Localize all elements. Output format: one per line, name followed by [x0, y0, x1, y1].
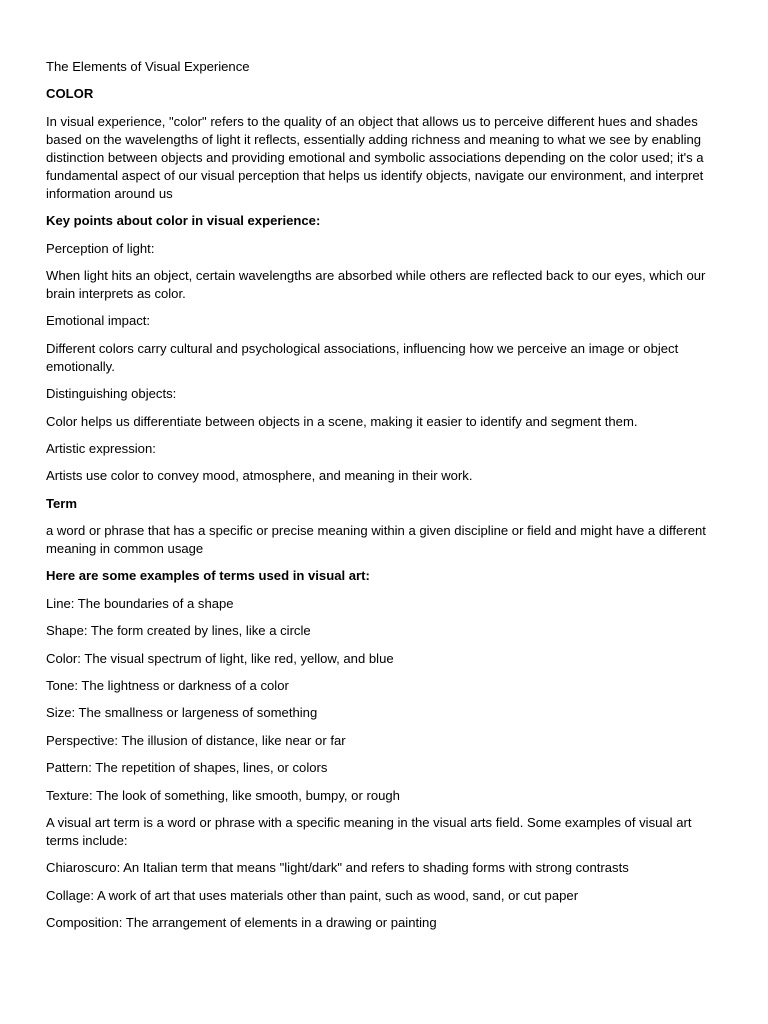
example-item: Shape: The form created by lines, like a circle [46, 623, 311, 639]
key-point-text: When light hits an object, certain wavelengths are absorbed while others are reflected back to our eyes, which our brain interprets as color. [46, 267, 706, 301]
example-item: Pattern: The repetition of shapes, lines, or colors [46, 760, 328, 776]
example-item: Color: The visual spectrum of light, like red, yellow, and blue [46, 650, 394, 666]
key-point-label: Distinguishing objects: [46, 386, 177, 402]
document-title: The Elements of Visual Experience [46, 59, 250, 74]
art-term-item: Composition: The arrangement of elements in a drawing or painting [46, 915, 437, 931]
key-point-text: Artists use color to convey mood, atmosphere, and meaning in their work. [46, 468, 473, 484]
examples-heading: Here are some examples of terms used in visual art: [46, 568, 370, 584]
key-point-label: Artistic expression: [46, 440, 156, 456]
key-point-label: Emotional impact: [46, 313, 151, 329]
visual-art-term-paragraph: A visual art term is a word or phrase with a specific meaning in the visual arts field. Some examples of visual art terms include: [46, 814, 692, 848]
art-term-item: Collage: A work of art that uses materials other than paint, such as wood, sand, or cut paper [46, 887, 579, 903]
key-points-heading: Key points about color in visual experience: [46, 213, 321, 229]
art-term-item: Chiaroscuro: An Italian term that means "light/dark" and refers to shading forms with strong contrasts [46, 860, 629, 876]
example-item: Texture: The look of something, like smooth, bumpy, or rough [46, 787, 400, 803]
example-item: Perspective: The illusion of distance, like near or far [46, 732, 346, 748]
term-definition-paragraph: a word or phrase that has a specific or precise meaning within a given discipline or field and might have a different meaning in common usage [46, 523, 706, 557]
key-point-text: Different colors carry cultural and psychological associations, influencing how we perceive an image or object emotionally. [46, 340, 679, 374]
color-definition-paragraph: In visual experience, "color" refers to the quality of an object that allows us to perceive different hues and shades based on the wavelengths of light it reflects, essentially adding richness and meaning to what we see by enabling distinction between objects and providing emotional and symbolic associations depending on the color used; it's a fundamental aspect of our visual perception that helps us identify objects, navigate our environment, and interpret information around us [46, 113, 704, 201]
example-item: Line: The boundaries of a shape [46, 595, 234, 611]
key-point-text: Color helps us differentiate between objects in a scene, making it easier to identify and segment them. [46, 413, 638, 429]
example-item: Tone: The lightness or darkness of a color [46, 678, 289, 694]
key-point-label: Perception of light: [46, 240, 155, 256]
section-heading-color: COLOR [46, 86, 94, 102]
document-page [46, 58, 722, 942]
example-item: Size: The smallness or largeness of something [46, 705, 318, 721]
term-heading: Term [46, 495, 78, 511]
